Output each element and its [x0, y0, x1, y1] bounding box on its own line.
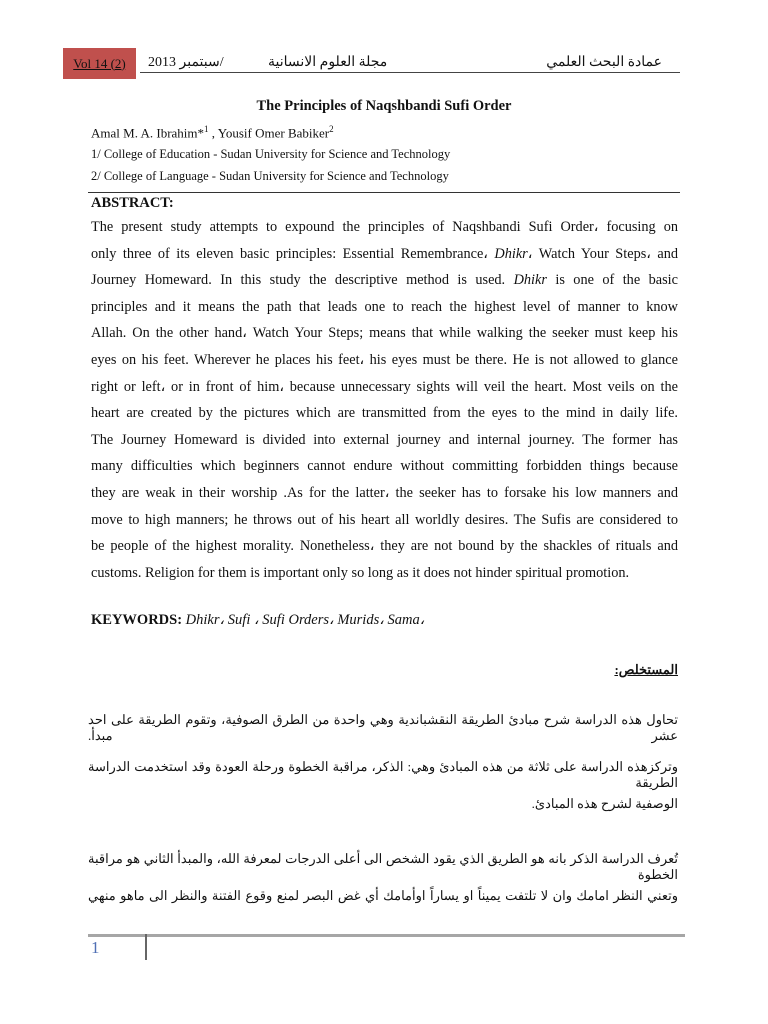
arabic-abstract-line: وتعني النظر امامك وان لا تلتفت يميناً او يساراً اوأمامك أي غض البصر لمنع وقوع الفتنة والنظر الى ماهو منهي: [88, 888, 678, 903]
keywords-label: KEYWORDS:: [91, 612, 183, 628]
paper-authors: Amal M. A. Ibrahim*$^1$ , Yousif Omer Babiker$^2$: [91, 124, 334, 141]
abstract-line: only three of its eleven basic principles: Essential Remembrance، Dhikr، Watch Your Steps، and: [91, 245, 679, 262]
abstract-line: The present study attempts to expound the principles of Naqshbandi Sufi Order، focusing on: [91, 219, 678, 235]
arabic-abstract-heading: المستخلص:: [614, 662, 678, 677]
paper-title: The Principles of Naqshbandi Sufi Order: [256, 98, 512, 114]
abstract-line: heart are created by the pictures which are transmitted from the eyes to the mind in daily life.: [91, 405, 678, 422]
arabic-abstract-line: تُعرف الدراسة الذكر بانه هو الطريق الذي يقود الشخص الى أعلى الدرجات لمعرفة الله، والمبدأ الثاني هو مراقبة الخطوة: [88, 851, 678, 882]
keywords-items: Dhikr، Sufi ، Sufi Orders، Murids، Sama،: [185, 612, 425, 628]
abstract-line: right or left، or in front of him، because unnecessary sights will veil the heart. Most veils on the: [91, 378, 678, 395]
header-rule: [140, 72, 680, 73]
page-number: 1: [91, 938, 100, 957]
abstract-line: customs. Religion for them is important only so long as it does not hinder spiritual promotion.: [91, 564, 630, 581]
arabic-abstract-line: الوصفية لشرح هذه المبادئ.: [531, 796, 678, 811]
footer-rule: [88, 934, 685, 937]
arabic-abstract-line: وتركزهذه الدراسة على ثلاثة من هذه المبادئ وهي: الذكر، مراقبة الخطوة ورحلة العودة وقد استخدمت الدراسة الطريقة: [88, 759, 678, 790]
volume-badge: Vol 14 (2): [63, 48, 136, 79]
keywords: [91, 612, 424, 629]
abstract-line: move to high manners; he throws out of his heart all worldly desires. The Sufis are considered to: [91, 511, 678, 528]
header-journal: مجلة العلوم الانسانية: [268, 55, 388, 70]
abstract-line: Journey Homeward. In this study the descriptive method is used. Dhikr is one of the basic: [91, 272, 678, 289]
abstract-line: be people of the highest morality. Nonetheless، they are not bound by the shackles of rituals and: [91, 538, 678, 555]
header-deanship: عمادة البحث العلمي: [546, 55, 662, 70]
italic-term: Dhikr: [513, 272, 547, 289]
abstract-heading: ABSTRACT:: [91, 195, 174, 211]
abstract-line: they are weak in their worship .As for the latter، the seeker has to forsake his low manners and: [91, 485, 678, 501]
arabic-abstract-line: تحاول هذه الدراسة شرح مبادئ الطريقة النقشباندية وهي واحدة من الطرق الصوفية، وتقوم الطريقة على احد عشر مبدأ.: [88, 712, 678, 743]
abstract-line: Allah. On the other hand، Watch Your Steps; means that while walking the seeker must keep his: [91, 325, 678, 342]
title-rule: [88, 192, 680, 193]
abstract-line: The Journey Homeward is divided into external journey and internal journey. The former has: [91, 431, 678, 448]
abstract-line: principles and it means the path that leads one to reach the highest level of manner to know: [91, 298, 678, 315]
affiliation-2: 2/ College of Language - Sudan University for Science and Technology: [91, 169, 449, 183]
header-date: 2013 سبتمبر/: [148, 55, 224, 70]
abstract-line: eyes on his feet. Wherever he places his feet، his eyes must be there. He is not allowed to glance: [91, 352, 678, 368]
affiliation-1: 1/ College of Education - Sudan University for Science and Technology: [91, 147, 451, 161]
footer-tick: [145, 934, 147, 960]
italic-term: Dhikr: [494, 245, 528, 262]
abstract-line: many difficulties which beginners cannot endure without committing forbidden things because: [91, 458, 678, 475]
